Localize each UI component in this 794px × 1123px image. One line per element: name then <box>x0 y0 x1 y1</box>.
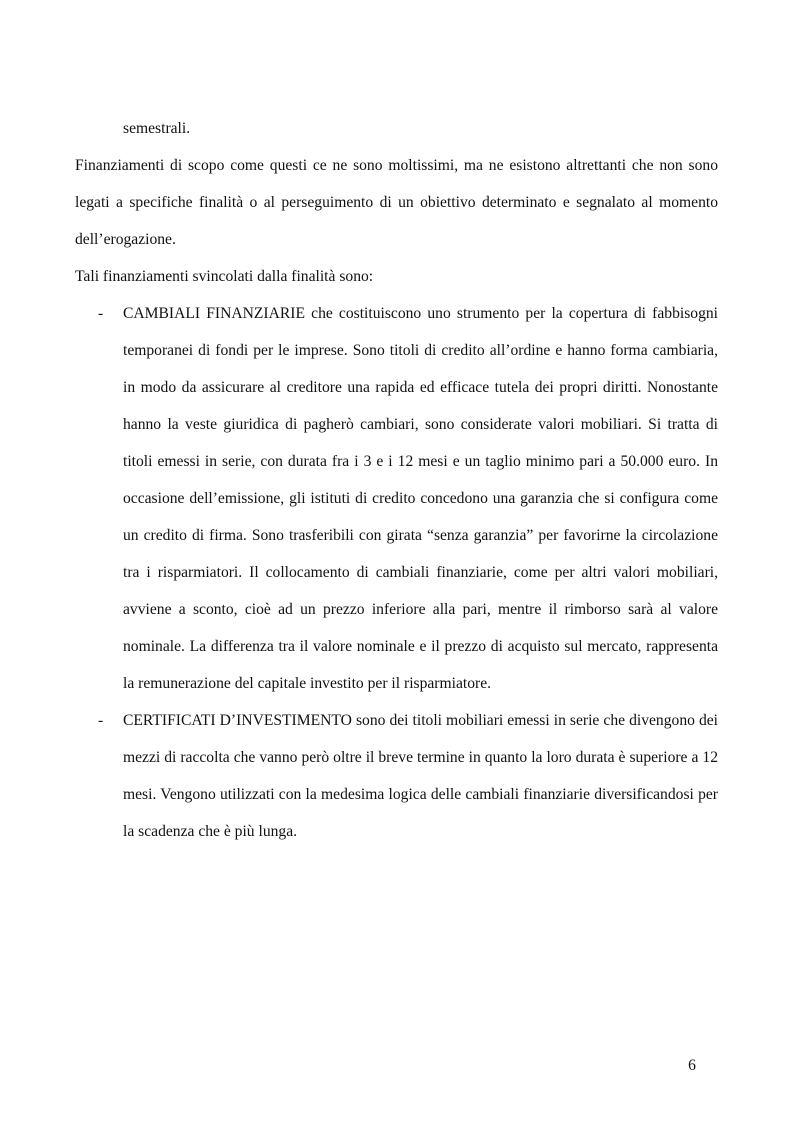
list-item-term: CAMBIALI FINANZIARIE <box>123 305 305 322</box>
list-item-text: che costituiscono uno strumento per la copertura di fabbisogni temporanei di fondi per le imprese. Sono titoli di credito all’ordine e hanno forma cambiaria, in modo da assicurare al creditore una rapida ed efficace tutela dei propri diritti. Nonostante hanno la veste giuridica di pagherò cambiari, sono considerate valori mobiliari. Si tratta di titoli emessi in serie, con durata fra i 3 e i 12 mesi e un taglio minimo pari a 50.000 euro. In occasione dell’emissione, gli istituti di credito concedono una garanzia che si configura come un credito di firma. Sono trasferibili con girata “senza garanzia” per favorirne la circolazione tra i risparmiatori. Il collocamento di cambiali finanziarie, come per altri valori mobiliari, avviene a sconto, cioè ad un prezzo inferiore alla pari, mentre il rimborso sarà al valore nominale. La differenza tra il valore nominale e il prezzo di acquisto sul mercato, rappresenta la remunerazione del capitale investito per il risparmiatore. <box>123 305 718 692</box>
list-dash: - <box>98 712 104 729</box>
body-text <box>75 110 718 850</box>
paragraph: Finanziamenti di scopo come questi ce ne sono moltissimi, ma ne esistono altrettanti che non sono legati a specifiche finalità o al perseguimento di un obiettivo determinato e segnalato al momento dell’erogazione. <box>75 157 718 248</box>
list-item-text: sono dei titoli mobiliari emessi in serie che divengono dei mezzi di raccolta che vanno però oltre il breve termine in quanto la loro durata è superiore a 12 mesi. Vengono utilizzati con la medesima logica delle cambiali finanziarie diversificandosi per la scadenza che è più lunga. <box>123 712 719 840</box>
paragraph: Tali finanziamenti svincolati dalla finalità sono: <box>75 268 374 285</box>
list-item <box>75 295 718 702</box>
page-number-container <box>0 1054 702 1078</box>
page-number: 6 <box>688 1057 696 1074</box>
continuation-line: semestrali. <box>123 120 191 137</box>
list-item-term: CERTIFICATI D’INVESTIMENTO <box>123 712 352 729</box>
list-dash: - <box>98 305 104 322</box>
bullet-list <box>75 295 718 850</box>
list-item <box>75 702 718 850</box>
